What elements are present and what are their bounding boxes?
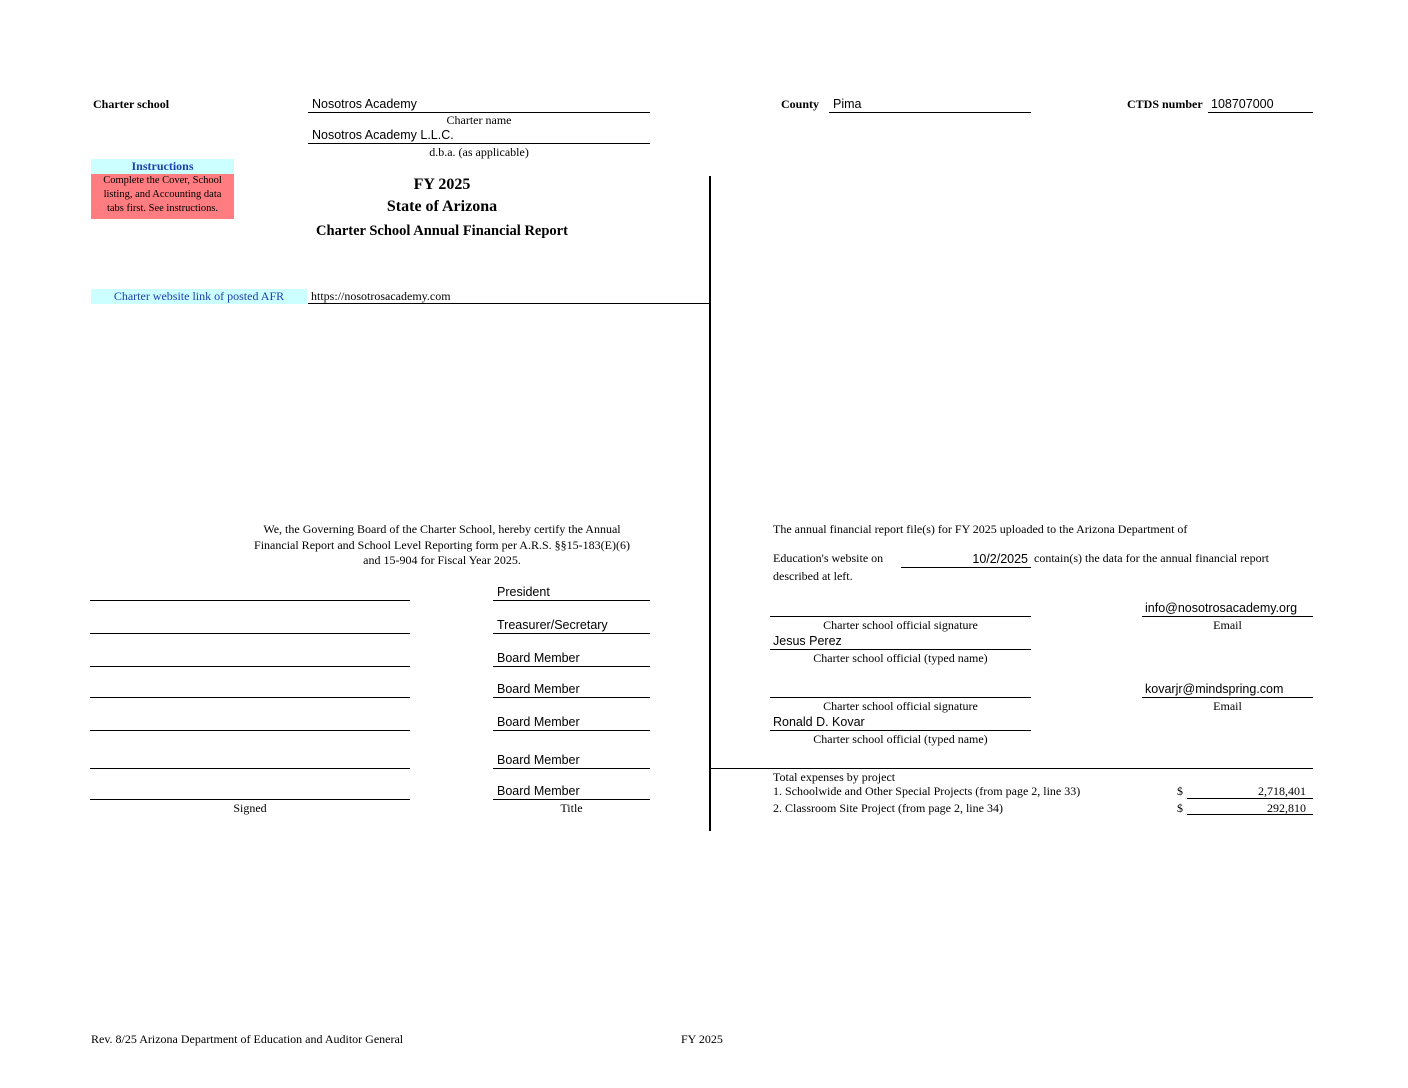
footer-fiscal-year: FY 2025: [681, 1032, 723, 1046]
instructions-line: Complete the Cover, School: [103, 175, 222, 186]
official-email-caption: Email: [1213, 618, 1242, 632]
official-email: kovarjr@mindspring.com: [1145, 682, 1284, 696]
expense-row-1-label: 1. Schoolwide and Other Special Projects (from page 2, line 33): [773, 784, 1081, 798]
official-signature-line[interactable]: [770, 616, 1031, 617]
upload-line-2-start: Education's website on: [773, 551, 884, 565]
board-title-field[interactable]: [493, 783, 650, 800]
instructions-body: [91, 174, 234, 219]
official-name: Jesus Perez: [773, 634, 842, 648]
official-email-caption: Email: [1213, 699, 1242, 713]
board-title-field[interactable]: [493, 584, 650, 601]
official-email-field[interactable]: [1142, 600, 1313, 617]
charter-name-field[interactable]: [308, 96, 650, 113]
instructions-box: [91, 159, 234, 219]
ctds-value: 108707000: [1211, 97, 1274, 111]
board-signature-line[interactable]: [90, 697, 410, 698]
board-signature-line[interactable]: [90, 730, 410, 731]
ctds-label: CTDS number: [1127, 97, 1203, 111]
certification-line: We, the Governing Board of the Charter School, hereby certify the Annual: [263, 522, 621, 536]
expenses-divider: [709, 768, 1313, 769]
board-title-field[interactable]: [493, 650, 650, 667]
website-value: https://nosotrosacademy.com: [311, 289, 451, 303]
board-title: Board Member: [497, 784, 580, 798]
county-field[interactable]: [829, 96, 1031, 113]
expense-row-1-currency: $: [1177, 784, 1183, 798]
upload-line-3: described at left.: [773, 569, 853, 583]
instructions-line: tabs first. See instructions.: [106, 203, 219, 214]
board-title: Board Member: [497, 651, 580, 665]
official-signature-caption: Charter school official signature: [823, 699, 978, 713]
official-name-field[interactable]: [770, 633, 1031, 650]
board-title-field[interactable]: [493, 752, 650, 769]
board-title-field[interactable]: [493, 714, 650, 731]
dba-field[interactable]: [308, 127, 650, 144]
instructions-line: listing, and Accounting data: [103, 189, 222, 200]
expenses-heading: Total expenses by project: [773, 770, 896, 784]
upload-line-2-end: contain(s) the data for the annual financial report: [1034, 551, 1269, 565]
official-email: info@nosotrosacademy.org: [1145, 601, 1298, 615]
state-title: State of Arizona: [386, 198, 498, 215]
official-name-caption: Charter school official (typed name): [813, 732, 988, 746]
board-title: Board Member: [497, 682, 580, 696]
instructions-title: Instructions: [91, 159, 234, 174]
certification-line: Financial Report and School Level Reporting form per A.R.S. §§15-183(E)(6): [254, 537, 630, 552]
official-signature-line[interactable]: [770, 697, 1031, 698]
expense-row-2-value: 292,810: [1267, 801, 1306, 815]
upload-line-1: The annual financial report file(s) for FY 2025 uploaded to the Arizona Department of: [773, 522, 1188, 536]
upload-date: 10/2/2025: [972, 552, 1028, 566]
charter-name-value: Nosotros Academy: [312, 97, 417, 111]
website-label: Charter website link of posted AFR: [91, 289, 307, 304]
certification-line: and 15-904 for Fiscal Year 2025.: [363, 553, 521, 567]
certification-statement: [226, 522, 658, 569]
board-title: Board Member: [497, 753, 580, 767]
board-title-field[interactable]: [493, 617, 650, 634]
fiscal-year-title: FY 2025: [413, 176, 471, 193]
signed-caption: Signed: [233, 801, 267, 815]
upload-date-field[interactable]: [901, 551, 1031, 568]
board-signature-line[interactable]: [90, 600, 410, 601]
vertical-divider: [709, 176, 711, 831]
board-signature-line[interactable]: [90, 666, 410, 667]
official-name: Ronald D. Kovar: [773, 715, 865, 729]
official-name-field[interactable]: [770, 714, 1031, 731]
dba-value: Nosotros Academy L.L.C.: [312, 128, 454, 142]
board-signature-line[interactable]: [90, 799, 410, 800]
official-signature-caption: Charter school official signature: [823, 618, 978, 632]
board-title-field[interactable]: [493, 681, 650, 698]
report-title: Charter School Annual Financial Report: [316, 223, 568, 239]
board-title: Board Member: [497, 715, 580, 729]
charter-school-label: Charter school: [93, 97, 170, 111]
title-caption: Title: [560, 801, 583, 815]
charter-name-caption: Charter name: [446, 113, 512, 127]
expense-row-1-field[interactable]: [1187, 782, 1313, 799]
board-signature-line[interactable]: [90, 633, 410, 634]
website-field[interactable]: [308, 288, 709, 304]
expense-row-2-field[interactable]: [1187, 799, 1313, 815]
expense-row-2-label: 2. Classroom Site Project (from page 2, line 34): [773, 801, 1003, 815]
dba-caption: d.b.a. (as applicable): [429, 145, 529, 159]
official-email-field[interactable]: [1142, 681, 1313, 698]
expense-row-2-currency: $: [1177, 801, 1183, 815]
county-label: County: [781, 97, 820, 111]
board-title: President: [497, 585, 550, 599]
ctds-field[interactable]: [1208, 96, 1313, 113]
expense-row-1-value: 2,718,401: [1258, 784, 1306, 798]
footer-revision: Rev. 8/25 Arizona Department of Education and Auditor General: [91, 1032, 404, 1046]
county-value: Pima: [833, 97, 862, 111]
board-signature-line[interactable]: [90, 768, 410, 769]
board-title: Treasurer/Secretary: [497, 618, 608, 632]
official-name-caption: Charter school official (typed name): [813, 651, 988, 665]
